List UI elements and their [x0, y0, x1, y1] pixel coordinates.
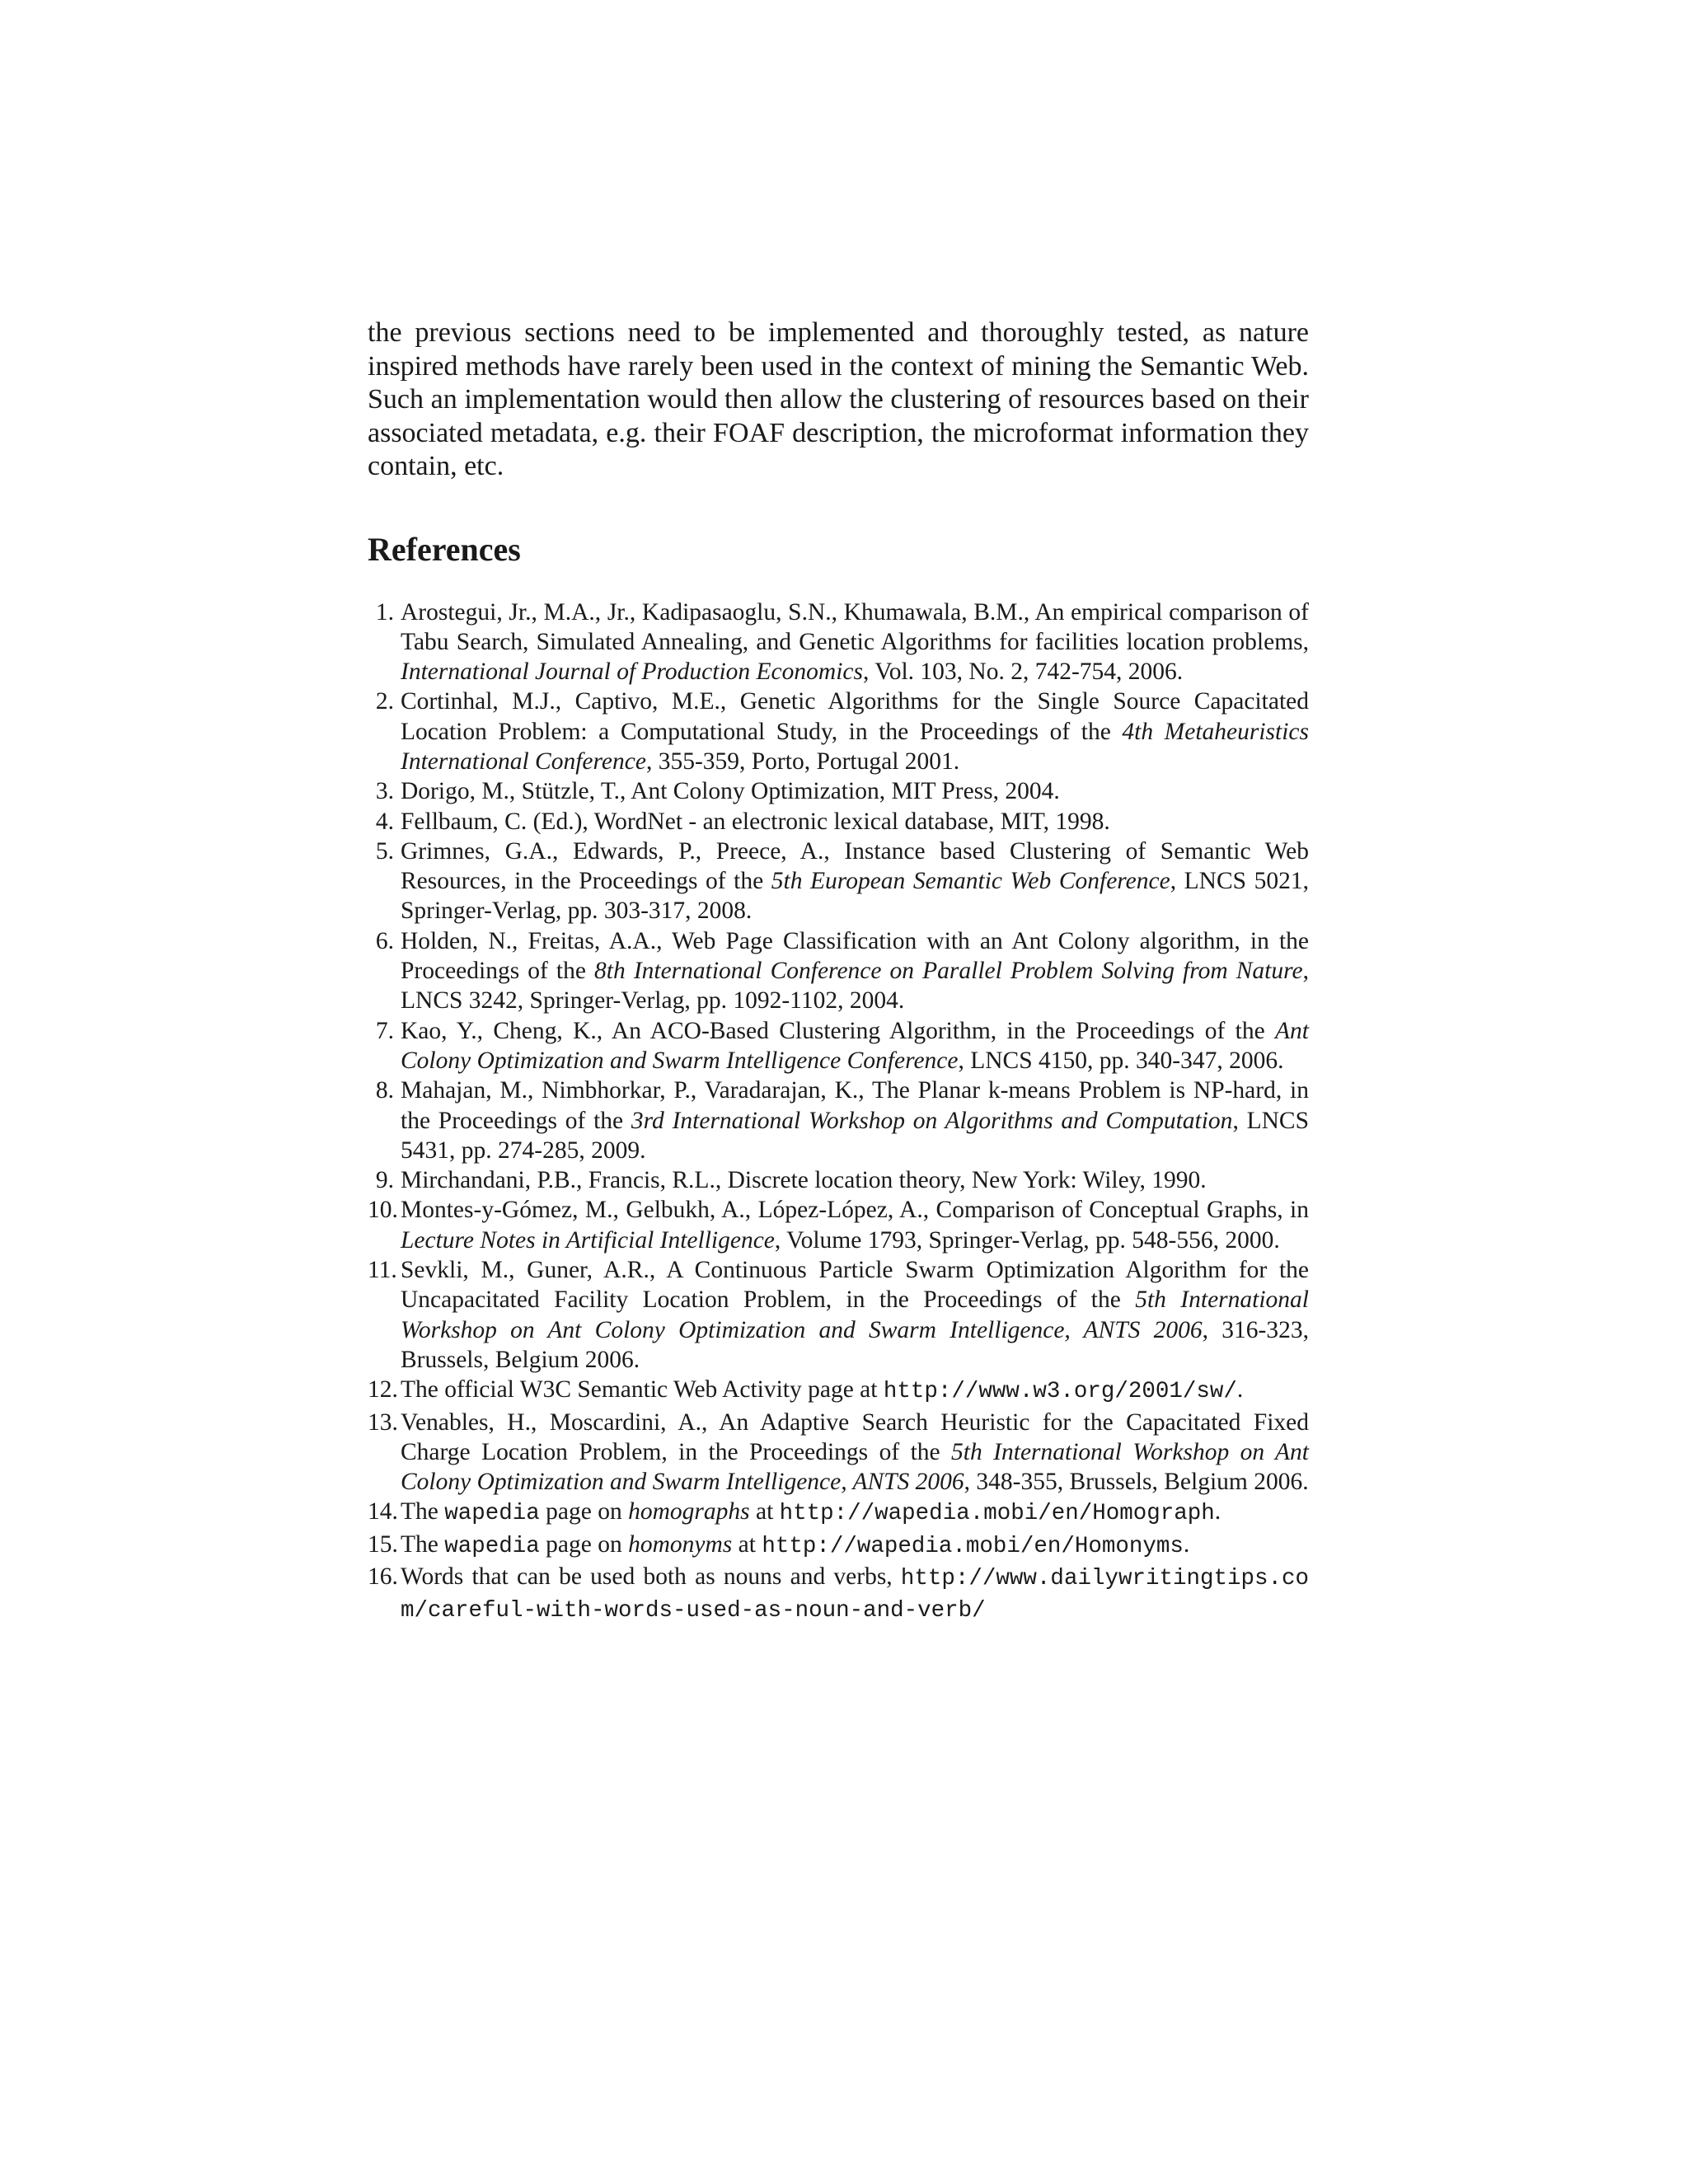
reference-number: 16.: [368, 1563, 398, 1590]
reference-details: , 348-355, Brussels, Belgium 2006.: [964, 1469, 1309, 1496]
reference-details: , 355-359, Porto, Portugal 2001.: [645, 748, 960, 775]
reference-number: 5.: [375, 837, 394, 865]
reference-item: [368, 1016, 1309, 1076]
reference-text: page on: [539, 1498, 629, 1526]
reference-details: , LNCS 5431, pp. 274-285, 2009.: [401, 1107, 1309, 1164]
reference-item: [368, 1530, 1309, 1562]
reference-number: 7.: [375, 1017, 394, 1044]
reference-number: 13.: [368, 1408, 398, 1436]
reference-item: [368, 1408, 1309, 1497]
reference-details: , LNCS 4150, pp. 340-347, 2006.: [958, 1047, 1284, 1074]
reference-number: 15.: [368, 1530, 398, 1558]
references-list: [368, 598, 1309, 1627]
reference-number: 9.: [375, 1167, 394, 1194]
reference-venue: Lecture Notes in Artificial Intelligence: [401, 1226, 775, 1254]
reference-venue: 5th International Workshop on Ant Colony Optimization and Swarm Intelligence, ANTS 2006: [401, 1286, 1309, 1343]
reference-details: , LNCS 5021, Springer-Verlag, pp. 303-317, 2008.: [401, 868, 1309, 925]
reference-text: Mahajan, M., Nimbhorkar, P., Varadarajan, K., The Planar k-means Problem is NP-hard, in the Proceedings of the: [401, 1077, 1309, 1134]
reference-url[interactable]: http://wapedia.mobi/en/Homonyms: [762, 1533, 1184, 1559]
reference-item: [368, 598, 1309, 687]
reference-details: .: [1214, 1498, 1221, 1526]
reference-number: 12.: [368, 1376, 398, 1404]
reference-text: Sevkli, M., Guner, A.R., A Continuous Particle Swarm Optimization Algorithm for the Uncapacitated Facility Location Problem, in the Proceedings of the: [401, 1257, 1309, 1314]
reference-item: [368, 687, 1309, 776]
reference-text: Fellbaum, C. (Ed.), WordNet - an electronic lexical database, MIT, 1998.: [401, 808, 1110, 835]
reference-venue: 3rd International Workshop on Algorithms and Computation: [631, 1107, 1233, 1134]
reference-number: 3.: [375, 778, 394, 805]
reference-number: 10.: [368, 1197, 398, 1224]
reference-text: at: [732, 1530, 762, 1558]
reference-venue: 8th International Conference on Parallel Problem Solving from Nature: [594, 958, 1303, 985]
reference-site-name: wapedia: [444, 1501, 540, 1527]
reference-text: Arostegui, Jr., M.A., Jr., Kadipasaoglu, S.N., Khumawala, B.M., An empirical comparison of Tabu Search, Simulated Annealing, and Genetic Algorithms for facilities location problems,: [401, 598, 1309, 655]
reference-text: Cortinhal, M.J., Captivo, M.E., Genetic Algorithms for the Single Source Capacitated Location Problem: a Computational Study, in the Proceedings of the: [401, 688, 1309, 745]
reference-details: , Vol. 103, No. 2, 742-754, 2006.: [862, 658, 1184, 686]
reference-details: , 316-323, Brussels, Belgium 2006.: [401, 1316, 1309, 1373]
reference-venue: International Journal of Production Economics: [401, 658, 863, 686]
reference-text: The: [401, 1498, 445, 1526]
reference-text: Mirchandani, P.B., Francis, R.L., Discrete location theory, New York: Wiley, 1990.: [401, 1167, 1207, 1194]
reference-topic: homographs: [628, 1498, 750, 1526]
intro-paragraph: the previous sections need to be implemented and thoroughly tested, as nature inspired methods have rarely been used in the context of mining the Semantic Web. Such an implementation would then allow the clustering of resources based on their associated metadata, e.g. their FOAF description, the microformat information they contain, etc.: [368, 317, 1309, 481]
reference-venue: 5th International Workshop on Ant Colony Optimization and Swarm Intelligence, ANTS 2006: [401, 1438, 1309, 1496]
reference-site-name: wapedia: [444, 1533, 540, 1559]
reference-details: , Volume 1793, Springer-Verlag, pp. 548-556, 2000.: [774, 1226, 1280, 1254]
reference-url[interactable]: http://www.w3.org/2001/sw/: [883, 1379, 1237, 1405]
reference-text: Words that can be used both as nouns and verbs,: [401, 1563, 901, 1590]
reference-item: [368, 776, 1309, 806]
reference-text: Kao, Y., Cheng, K., An ACO-Based Clustering Algorithm, in the Proceedings of the: [401, 1017, 1276, 1044]
reference-text: Montes-y-Gómez, M., Gelbukh, A., López-López, A., Comparison of Conceptual Graphs, in: [401, 1197, 1309, 1224]
reference-details: , LNCS 3242, Springer-Verlag, pp. 1092-1102, 2004.: [401, 958, 1309, 1015]
reference-text: The official W3C Semantic Web Activity page at: [401, 1376, 884, 1404]
reference-number: 2.: [375, 688, 394, 715]
reference-topic: homonyms: [628, 1530, 733, 1558]
reference-number: 11.: [368, 1257, 397, 1284]
references-heading: References: [368, 530, 521, 568]
reference-text: Venables, H., Moscardini, A., An Adaptive Search Heuristic for the Capacitated Fixed Charge Location Problem, in the Proceedings of the: [401, 1408, 1309, 1465]
reference-text: Dorigo, M., Stützle, T., Ant Colony Optimization, MIT Press, 2004.: [401, 778, 1060, 805]
reference-item: [368, 1255, 1309, 1375]
reference-number: 14.: [368, 1498, 398, 1526]
reference-item: [368, 1375, 1309, 1407]
reference-details: .: [1236, 1376, 1244, 1404]
reference-details: .: [1183, 1530, 1190, 1558]
reference-text: Holden, N., Freitas, A.A., Web Page Classification with an Ant Colony algorithm, in the Proceedings of the: [401, 927, 1309, 985]
page-column: [368, 316, 1309, 1627]
reference-item: [368, 926, 1309, 1016]
reference-text: Grimnes, G.A., Edwards, P., Preece, A., Instance based Clustering of Semantic Web Resources, in the Proceedings of the: [401, 837, 1309, 895]
reference-venue: Ant Colony Optimization and Swarm Intelligence Conference: [401, 1017, 1309, 1074]
reference-venue: 5th European Semantic Web Conference: [771, 868, 1170, 895]
reference-item: [368, 807, 1309, 837]
reference-item: [368, 1562, 1309, 1627]
reference-text: at: [749, 1498, 780, 1526]
reference-item: [368, 1165, 1309, 1195]
reference-item: [368, 1195, 1309, 1255]
reference-url[interactable]: http://wapedia.mobi/en/Homograph: [779, 1501, 1215, 1527]
reference-text: page on: [539, 1530, 629, 1558]
reference-number: 6.: [375, 927, 394, 954]
reference-number: 1.: [375, 598, 394, 626]
reference-number: 8.: [375, 1077, 394, 1104]
reference-url[interactable]: http://www.dailywritingtips.com/careful-with-words-used-as-noun-and-verb/: [401, 1566, 1309, 1624]
reference-item: [368, 837, 1309, 926]
reference-venue: 4th Metaheuristics International Conference: [401, 718, 1309, 775]
reference-item: [368, 1076, 1309, 1165]
reference-number: 4.: [375, 808, 394, 835]
reference-item: [368, 1497, 1309, 1529]
reference-text: The: [401, 1530, 445, 1558]
